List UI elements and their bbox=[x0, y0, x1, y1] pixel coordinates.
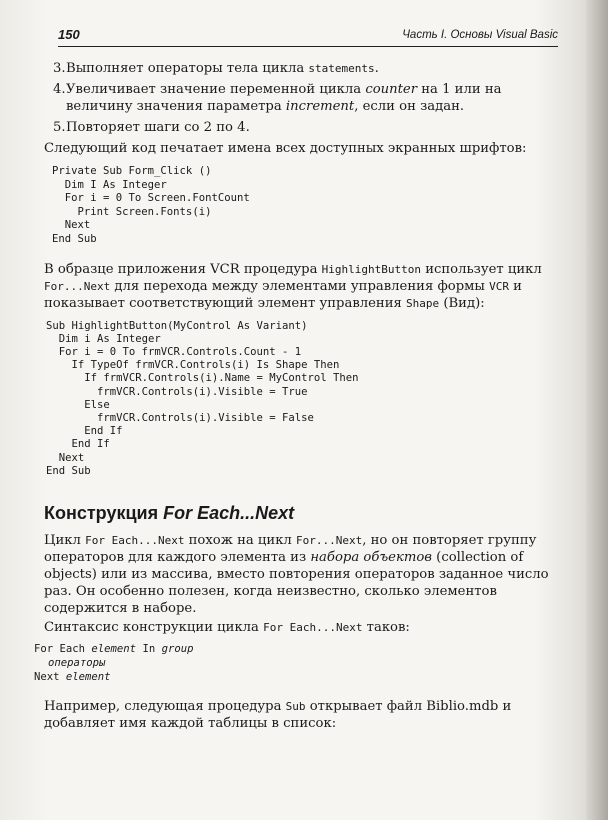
list-item: 3. Выполняет операторы тела цикла statements. bbox=[53, 61, 379, 76]
paragraph-vcr: В образце приложения VCR процедура HighlightButton использует цикл For...Next для перехода между элементами управления формы VCR и показывает соответствующий элемент управления Shape (Вид): bbox=[44, 261, 542, 311]
inline-code: statements bbox=[308, 62, 375, 75]
paragraph-syntax: Синтаксис конструкции цикла For Each...Next таков: bbox=[44, 620, 410, 635]
section-heading: Конструкция For Each...Next bbox=[44, 503, 295, 523]
paragraph-example: Например, следующая процедура Sub открывает файл Biblio.mdb и добавляет имя каждой таблицы в список: bbox=[44, 699, 512, 731]
page-edge-shadow bbox=[586, 0, 608, 820]
paragraph-foreach: Цикл For Each...Next похож на цикл For...Next, но он повторяет группу операторов для каждого элемента из набора объектов (collection of objects) или из массива, вместо повторения операторов заданное число раз. Он особенно полезен, когда неизвестно, сколько элементов содержится в наборе. bbox=[44, 533, 549, 616]
page-header bbox=[58, 24, 558, 47]
page-body bbox=[34, 60, 558, 732]
syntax-block: For Each element In group операторы Next element bbox=[34, 643, 194, 683]
code-block-fonts: Private Sub Form_Click () Dim I As Integer For i = 0 To Screen.FontCount Print Screen.Fonts(i) Next End Sub bbox=[52, 165, 250, 245]
code-block-vcr: Sub HighlightButton(MyControl As Variant) Dim i As Integer For i = 0 To frmVCR.Controls.Count - 1 If TypeOf frmVCR.Controls(i) Is Shape Then If frmVCR.Controls(i).Name = MyControl Then frmVCR.Controls(i).Visible = True Else frmVCR.Controls(i).Visible = False End If End If Next End Sub bbox=[46, 319, 359, 477]
steps-list bbox=[44, 60, 558, 136]
page-number: 150 bbox=[58, 27, 80, 42]
list-item: 5. Повторяет шаги со 2 по 4. bbox=[53, 120, 250, 135]
list-item: 4. Увеличивает значение переменной цикла counter на 1 или на величину значения параметра increment, если он задан. bbox=[53, 82, 502, 114]
running-title: Часть I. Основы Visual Basic bbox=[402, 29, 558, 41]
paragraph-fonts: Следующий код печатает имена всех доступных экранных шрифтов: bbox=[44, 141, 527, 156]
